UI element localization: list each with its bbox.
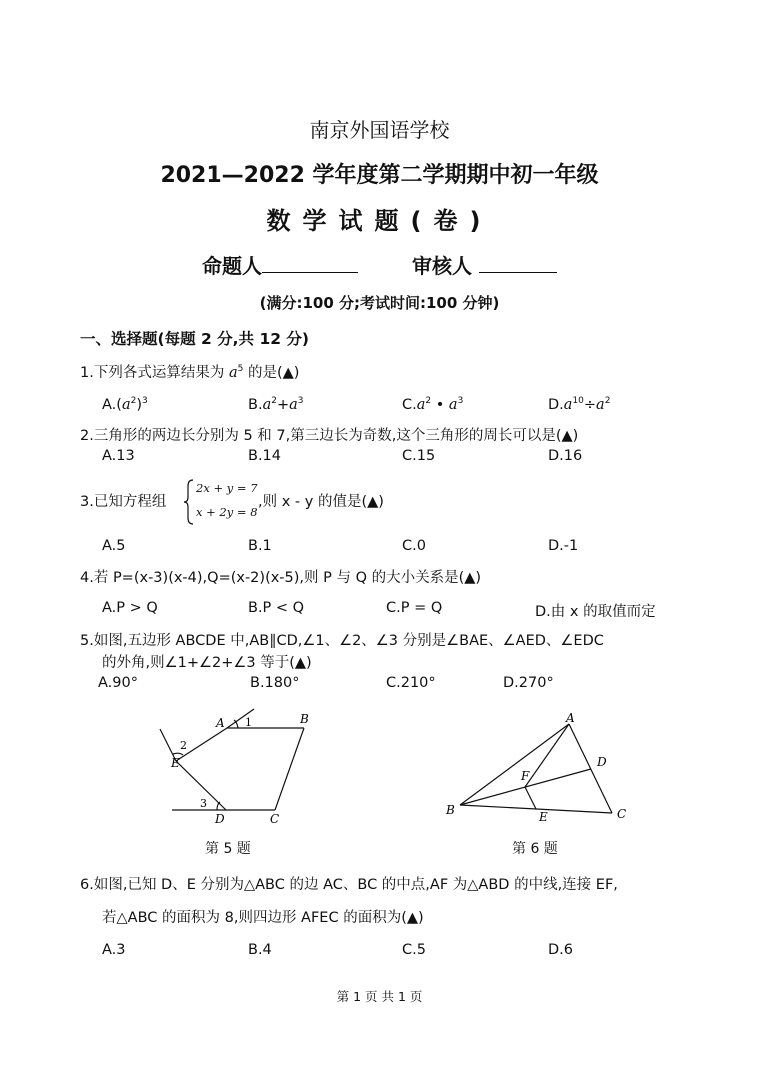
question-4-text: 4.若 P=(x-3)(x-4),Q=(x-2)(x-5),则 P 与 Q 的大小关系是(▲) [80,570,482,586]
brace-icon [183,478,195,526]
fig6-label-e: E [539,810,548,824]
setter-blank [262,252,358,273]
figure-6-triangle [440,710,640,825]
section-title: 一、选择题(每题 2 分,共 12 分) [80,330,309,348]
q1-option-b[interactable]: $B.a^2+a^3$ [248,396,304,413]
fig5-label-c: C [270,812,280,826]
fig5-label-b: B [300,712,309,726]
system-eq-1: 2x + y = 7 [196,481,258,495]
q2-option-d[interactable]: D.16 [548,448,583,464]
question-6-line1: 6.如图,已知 D、E 分别为△ABC 的边 AC、BC 的中点,AF 为△ABD 的中线,连接 EF, [80,877,618,893]
fig5-angle-3: 3 [200,797,207,810]
q6-option-c[interactable]: C.5 [402,942,426,958]
fig6-label-a: A [566,711,575,725]
q3-option-d[interactable]: D.-1 [548,538,579,554]
figure-5-pentagon [150,705,320,827]
signature-line [0,250,759,279]
q4-option-a[interactable]: A.P > Q [102,600,158,616]
figure-6-caption: 第 6 题 [512,841,558,857]
question-5-line1: 5.如图,五边形 ABCDE 中,AB∥CD,∠1、∠2、∠3 分别是∠BAE、∠AED、∠EDC [80,633,604,649]
question-5-line2: 的外角,则∠1+∠2+∠3 等于(▲) [102,655,312,671]
question-3-suffix: ,则 x - y 的值是(▲) [258,494,384,510]
q5-option-b[interactable]: B.180° [250,675,300,691]
question-3-prefix: 3.已知方程组 [80,494,167,510]
question-6-line2: 若△ABC 的面积为 8,则四边形 AFEC 的面积为(▲) [102,910,424,926]
q2-option-b[interactable]: B.14 [248,448,282,464]
q1-option-c[interactable]: $C.a^2$ • $a^3$ [402,396,464,413]
q2-option-a[interactable]: A.13 [102,448,135,464]
fig5-angle-1: 1 [245,716,252,729]
question-1 [80,361,299,382]
question-2-text: 2.三角形的两边长分别为 5 和 7,第三边长为奇数,这个三角形的周长可以是(▲) [80,428,579,444]
fig5-label-e: E [171,756,180,770]
q3-option-b[interactable]: B.1 [248,538,272,554]
q5-option-d[interactable]: D.270° [503,675,554,691]
q5-option-a[interactable]: A.90° [98,675,138,691]
page-footer: 第 1 页 共 1 页 [336,989,423,1004]
fig5-label-d: D [215,812,225,826]
q6-option-a[interactable]: A.3 [102,942,126,958]
fig6-label-b: B [446,803,455,817]
score-note: (满分:100 分;考试时间:100 分钟) [259,294,500,312]
q5-option-c[interactable]: C.210° [386,675,436,691]
q1-option-d[interactable]: $D.a^{10}\div a^2$ [548,396,611,413]
school-name: 南京外国语学校 [309,118,450,142]
fig5-angle-2: 2 [180,739,187,752]
fig6-label-f: F [521,769,530,783]
subject-title: 数学试题(卷) [266,207,493,235]
q2-option-c[interactable]: C.15 [402,448,436,464]
reviewer-blank [479,252,557,273]
q1-option-a[interactable]: $A.(a^2)^3$ [102,396,148,413]
q6-option-d[interactable]: D.6 [548,942,573,958]
q4-option-b[interactable]: B.P < Q [248,600,305,616]
q6-option-b[interactable]: B.4 [248,942,272,958]
system-eq-2: x + 2y = 8 [196,505,258,519]
fig5-label-a: A [216,716,225,730]
q3-option-a[interactable]: A.5 [102,538,126,554]
q4-option-c[interactable]: C.P = Q [386,600,443,616]
fig6-label-c: C [617,807,627,821]
q3-option-c[interactable]: C.0 [402,538,426,554]
fig6-label-d: D [597,755,607,769]
exam-title: 2021—2022 学年度第二学期期中初一年级 [160,163,599,188]
q1-display: 1.下列各式运算结果为 $a^5$ 的是(▲) [80,364,300,381]
figure-5-caption: 第 5 题 [205,841,251,857]
reviewer-label: 审核人 [411,254,472,278]
setter-label: 命题人 [202,254,263,278]
q4-option-d[interactable]: D.由 x 的取值而定 [535,604,656,620]
